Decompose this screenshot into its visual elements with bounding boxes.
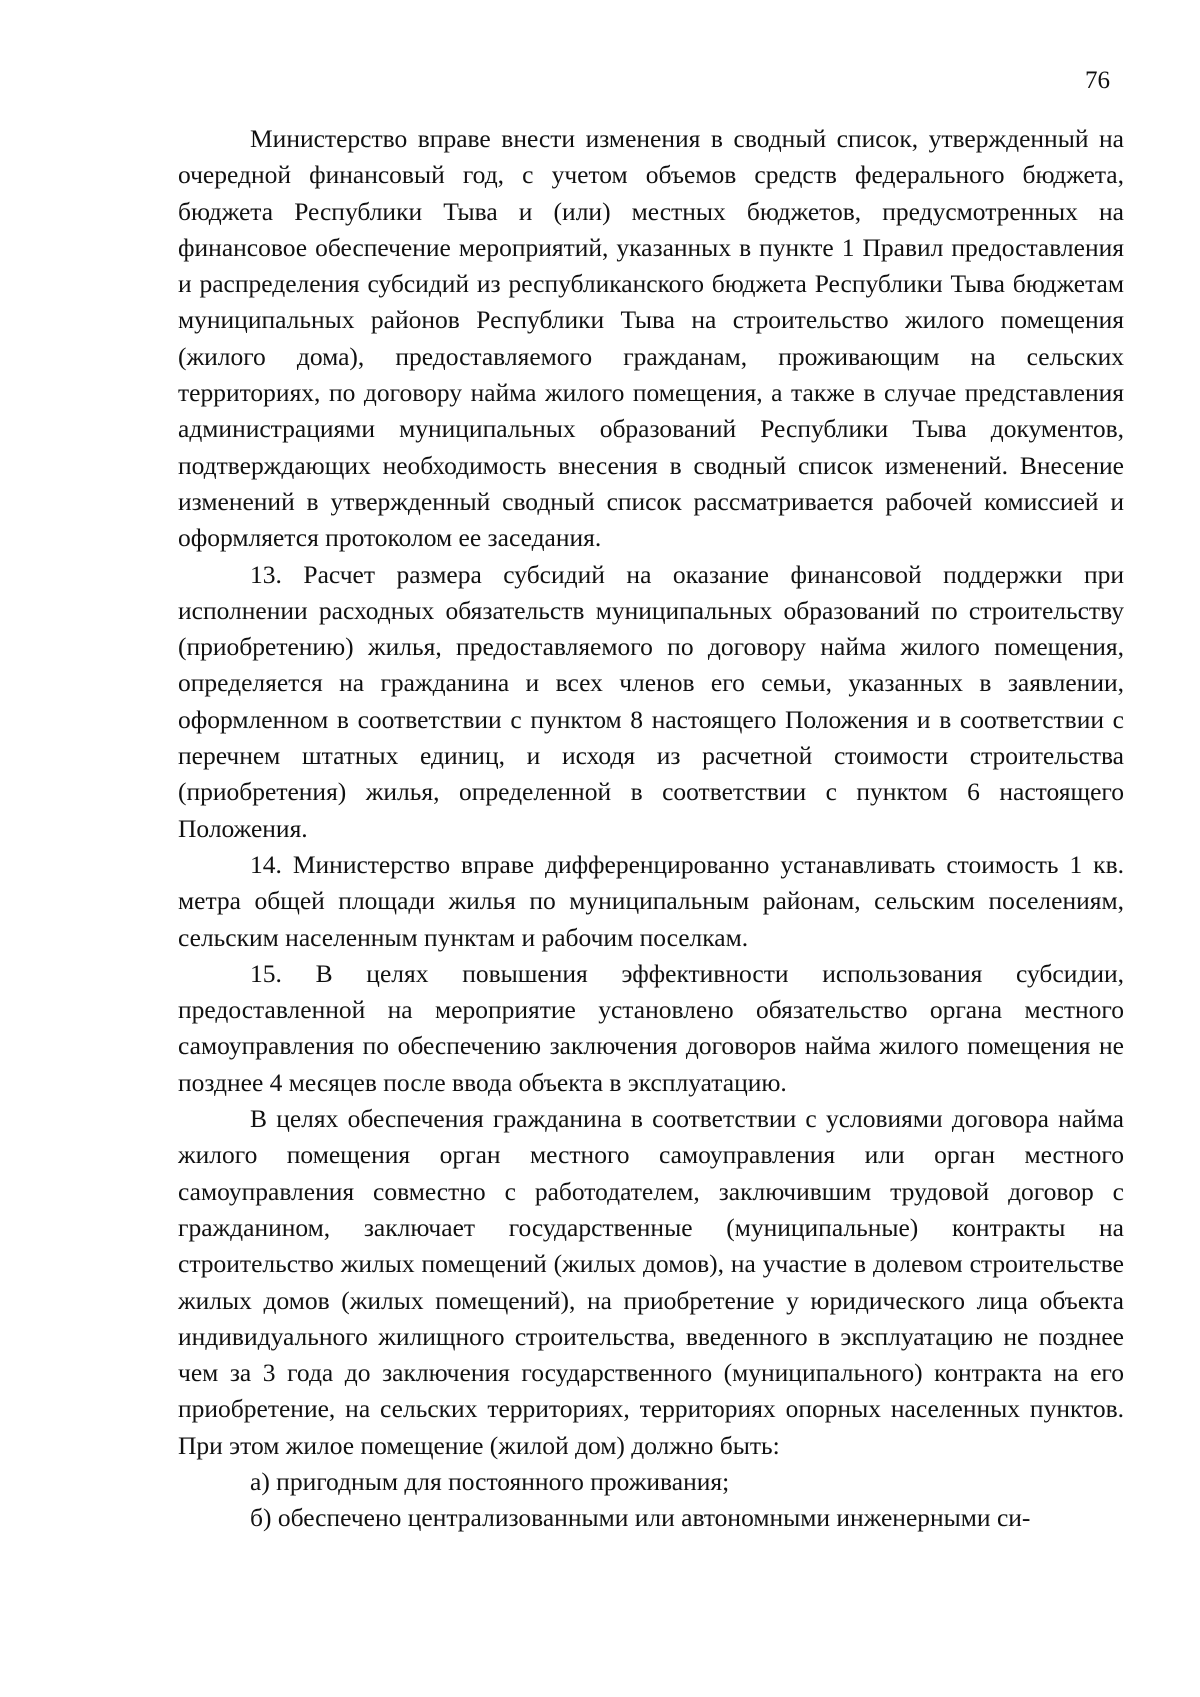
list-item-b: б) обеспечено централизованными или автономными инженерными си- xyxy=(250,1503,1031,1533)
paragraph-list-changes: Министерство вправе внести изменения в сводный список, утвержденный на очередной финансовый год, с учетом объемов средств федерального бюджета, бюджета Республики Тыва и (или) местных бюджетов, предусмотренных на финансовое обеспечение мероприятий, указанных в пункте 1 Правил предоставления и распределения субсидий из республиканского бюджета Республики Тыва бюджетам муниципальных районов Республики Тыва на строительство жилого помещения (жилого дома), предоставляемого гражданам, проживающим на сельских территориях, по договору найма жилого помещения, а также в случае представления администрациями муниципальных образований Республики Тыва документов, подтверждающих необходимость внесения в сводный список изменений. Внесение изменений в утвержденный сводный список рассматривается рабочей комиссией и оформляется протоколом ее заседания. xyxy=(178,124,1124,553)
document-body xyxy=(178,121,1124,1537)
paragraph-13-subsidy-calculation: 13. Расчет размера субсидий на оказание финансовой поддержки при исполнении расходных обязательств муниципальных образований по строительству (приобретению) жилья, предоставляемого по договору найма жилого помещения, определяется на гражданина и всех членов его семьи, указанных в заявлении, оформленном в соответствии с пунктом 8 настоящего Положения и в соответствии с перечнем штатных единиц, и исходя из расчетной стоимости строительства (приобретения) жилья, определенной в соответствии с пунктом 6 настоящего Положения. xyxy=(178,559,1124,843)
paragraph-housing-provision: В целях обеспечения гражданина в соответствии с условиями договора найма жилого помещения орган местного самоуправления или орган местного самоуправления совместно с работодателем, заключившим трудовой договор с гражданином, заключает государственные (муниципальные) контракты на строительство жилых помещений (жилых домов), на участие в долевом строительстве жилых домов (жилых помещений), на приобретение у юридического лица объекта индивидуального жилищного строительства, введенного в эксплуатацию не позднее чем за 3 года до заключения государственного (муниципального) контракта на его приобретение, на сельских территориях, территориях опорных населенных пунктов. При этом жилое помещение (жилой дом) должно быть: xyxy=(178,1104,1124,1460)
paragraph-15-efficiency: 15. В целях повышения эффективности использования субсидии, предоставленной на мероприятие установлено обязательство органа местного самоуправления по обеспечению заключения договоров найма жилого помещения не позднее 4 месяцев после ввода объекта в эксплуатацию. xyxy=(178,958,1124,1097)
paragraph-14-price-differentiation: 14. Министерство вправе дифференцированно устанавливать стоимость 1 кв. метра общей площади жилья по муниципальным районам, сельским поселениям, сельским населенным пунктам и рабочим поселкам. xyxy=(178,849,1124,952)
list-item-a: а) пригодным для постоянного проживания; xyxy=(250,1466,730,1496)
page-number: 76 xyxy=(1085,67,1110,94)
